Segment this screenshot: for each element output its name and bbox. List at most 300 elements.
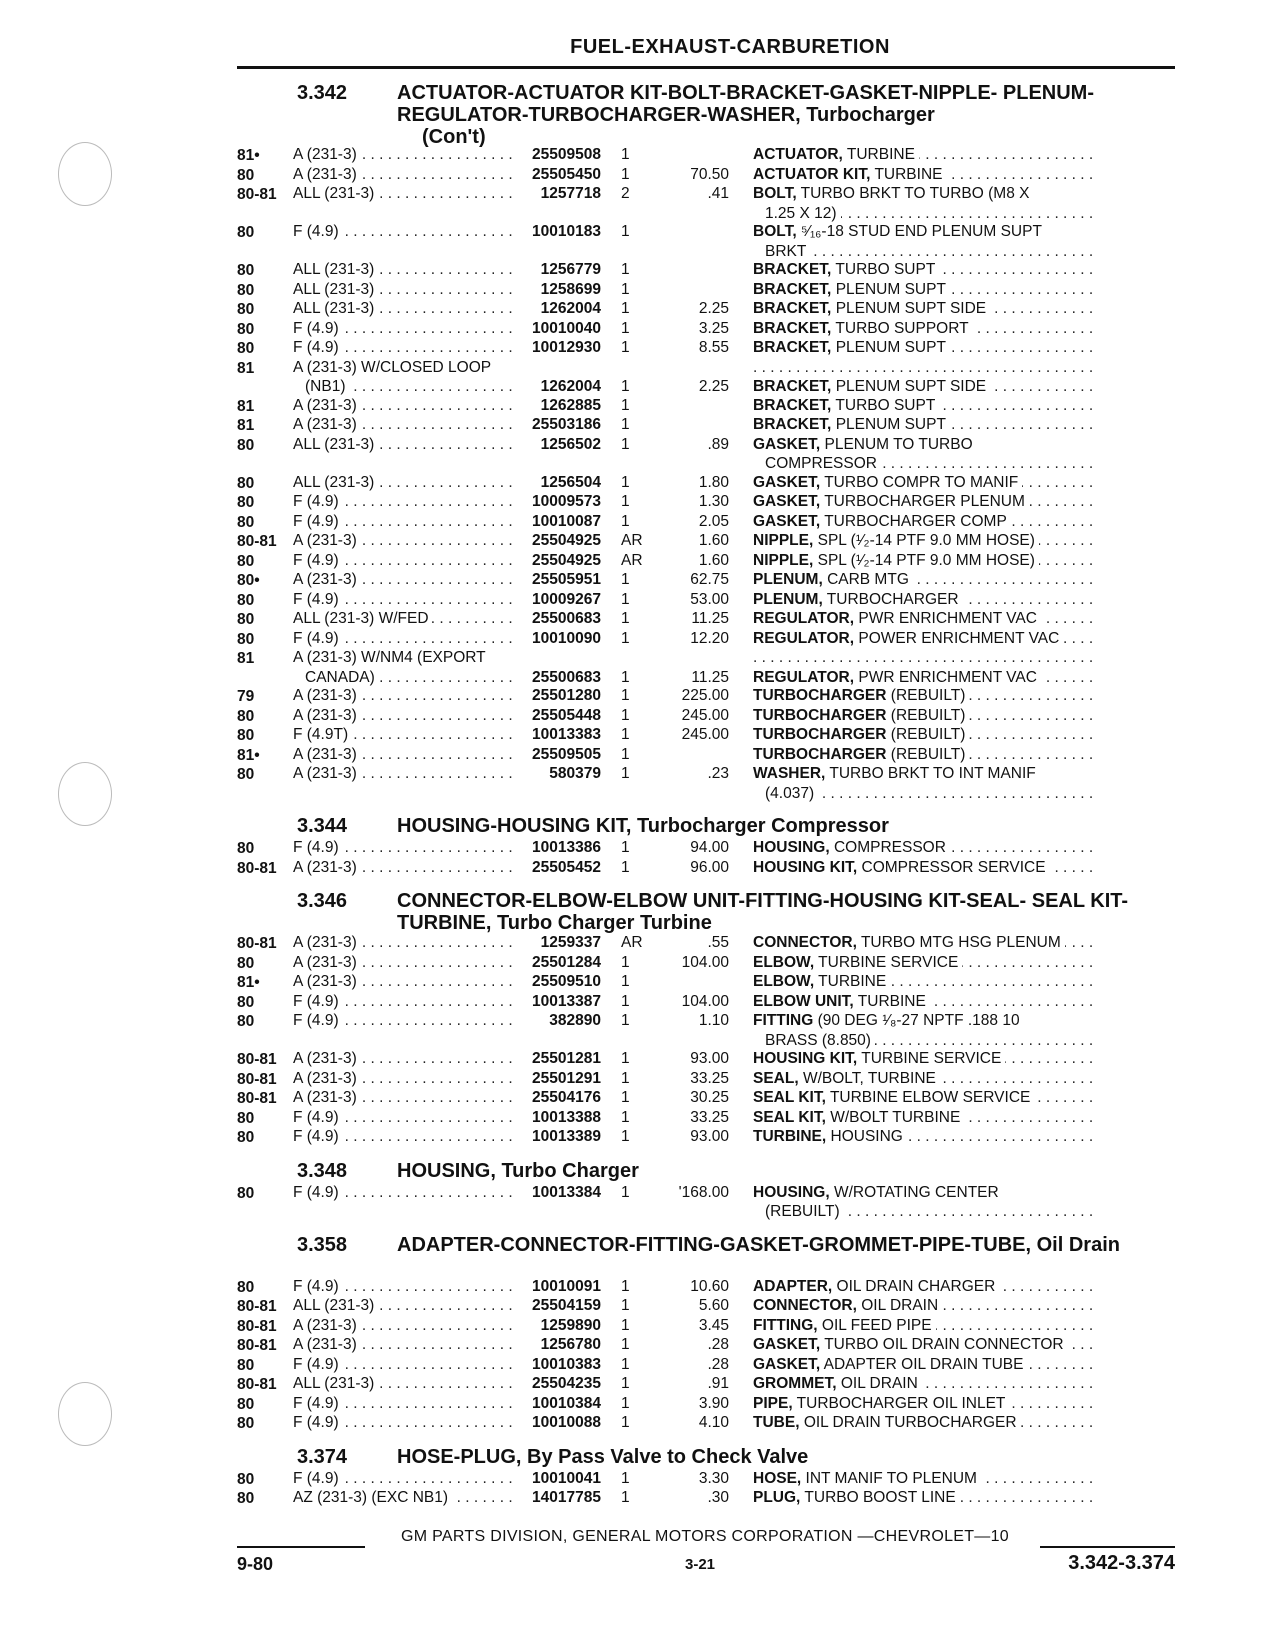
year-cell: 80 <box>237 224 255 241</box>
model-cell <box>293 378 513 397</box>
year-cell: 80-81 <box>237 1298 277 1315</box>
section-header <box>297 78 1175 146</box>
part-number-cell: 10010090 <box>532 629 601 647</box>
quantity-cell: 1 <box>621 1489 630 1506</box>
model-cell <box>293 320 513 340</box>
description-cell <box>753 954 1097 974</box>
description-cell <box>753 1089 1097 1109</box>
year-cell: 81• <box>237 746 260 764</box>
quantity-cell: 1 <box>621 146 630 163</box>
quantity-cell: AR <box>621 551 643 569</box>
quantity-cell: 1 <box>621 1089 630 1106</box>
description-cell <box>753 859 1097 879</box>
description-noun: ACTUATOR KIT, <box>753 165 871 183</box>
part-number-cell: 10010384 <box>532 1394 601 1412</box>
description-detail: TURBO MTG HSG PLENUM <box>860 934 1061 951</box>
part-number-cell <box>513 1032 601 1051</box>
part-number-cell: 10013388 <box>532 1108 601 1126</box>
year-cell <box>237 785 293 804</box>
quantity-cell: 1 <box>621 378 630 395</box>
part-number-cell: 25509505 <box>532 745 601 763</box>
parts-entry <box>237 1395 1175 1415</box>
footer-publisher: GM PARTS DIVISION, GENERAL MOTORS CORPORATION —CHEVROLET—10 <box>400 1528 1010 1545</box>
parts-entry <box>237 493 1175 513</box>
part-number-cell: 1256779 <box>540 261 601 278</box>
model-cell <box>293 669 513 688</box>
description-cell <box>753 339 1097 359</box>
quantity-cell: 1 <box>621 571 630 588</box>
section-header <box>297 1442 1175 1470</box>
model-cell <box>293 146 513 166</box>
description-detail: PLENUM TO TURBO <box>824 435 973 453</box>
quantity-cell: 1 <box>621 687 630 704</box>
model-cell <box>293 1297 513 1317</box>
description-detail: TURBINE SERVICE <box>861 1050 1002 1067</box>
part-number-cell <box>513 785 601 804</box>
table-row-continued <box>237 378 1175 397</box>
description-detail: W/ROTATING CENTER <box>833 1183 999 1201</box>
description-cell <box>753 1050 1097 1070</box>
parts-entry <box>237 1012 1175 1050</box>
price-cell: 11.25 <box>691 668 729 686</box>
description-cell <box>753 1012 1097 1032</box>
description-text <box>753 954 962 971</box>
price-cell: 1.80 <box>698 473 729 491</box>
year-cell: 80 <box>237 1395 255 1413</box>
model-text: A (231-3) <box>293 765 360 782</box>
price-cell <box>669 205 753 224</box>
section-header <box>297 1156 1175 1184</box>
year-cell: 80-81 <box>237 859 277 877</box>
description-noun: PIPE, <box>753 1394 793 1412</box>
parts-entry <box>237 1336 1175 1356</box>
description-noun: PLENUM, <box>753 590 823 608</box>
parts-entry <box>237 1128 1175 1148</box>
model-text: F (4.9) <box>293 993 342 1010</box>
price-cell: 53.00 <box>690 590 729 608</box>
price-cell: 10.60 <box>690 1277 729 1295</box>
part-number-cell: 25501291 <box>532 1069 601 1087</box>
section-number: 3.346 <box>297 890 348 912</box>
quantity-cell <box>601 1032 669 1051</box>
model-cell <box>293 397 513 417</box>
description-text <box>753 339 950 356</box>
model-text: ALL (231-3) <box>293 1297 377 1314</box>
quantity-cell: AR <box>621 532 643 549</box>
part-number-cell: 10010183 <box>532 223 601 240</box>
part-number-cell: 25509508 <box>532 146 601 163</box>
description-cell <box>753 649 1097 669</box>
model-cell <box>293 726 513 746</box>
table-row <box>237 746 1175 766</box>
model-text: F (4.9T) <box>293 726 351 743</box>
model-cell <box>293 973 513 993</box>
description-detail: TURBO SUPT <box>835 261 936 278</box>
part-number-cell: 1259337 <box>540 934 601 951</box>
description-detail: OIL DRAIN <box>840 1375 918 1392</box>
part-number-cell: 1258699 <box>540 280 601 298</box>
description-cell <box>753 1032 1097 1051</box>
description-noun: ADAPTER, <box>753 1277 833 1295</box>
table-row <box>237 707 1175 727</box>
quantity-cell: 1 <box>621 992 630 1010</box>
description-noun: BRACKET, <box>753 339 832 356</box>
description-text <box>753 166 946 183</box>
price-cell: .30 <box>707 1489 729 1506</box>
description-text <box>753 532 1039 549</box>
description-noun: FITTING, <box>753 1316 818 1334</box>
part-number-cell: 10013389 <box>532 1128 601 1145</box>
description-cell <box>753 513 1097 533</box>
description-text <box>753 1356 1027 1373</box>
part-number-cell: 25500683 <box>532 668 601 686</box>
table-row <box>237 649 1175 669</box>
description-cell <box>753 973 1097 993</box>
parts-entry <box>237 649 1175 687</box>
model-cell <box>293 1203 513 1222</box>
quantity-cell: 1 <box>621 629 630 647</box>
model-text: ALL (231-3) W/FED <box>293 610 432 627</box>
price-cell: 8.55 <box>698 339 729 356</box>
quantity-cell: 1 <box>621 416 630 433</box>
year-cell: 80 <box>237 281 255 299</box>
quantity-cell: 1 <box>621 1414 630 1431</box>
year-cell: 80-81 <box>237 1090 277 1107</box>
model-cell <box>293 765 513 785</box>
year-cell <box>237 205 293 224</box>
year-cell: 80-81 <box>237 1337 277 1354</box>
quantity-cell <box>601 455 669 474</box>
quantity-cell: 1 <box>621 300 630 317</box>
description-detail: COMPRESSOR <box>833 839 946 856</box>
description-cell <box>753 436 1097 456</box>
price-cell: 3.45 <box>698 1316 729 1334</box>
description-cell <box>753 669 1097 688</box>
description-continued: 1.25 X 12) <box>753 205 841 222</box>
table-row <box>237 687 1175 707</box>
table-row <box>237 1470 1175 1490</box>
year-cell <box>237 1032 293 1051</box>
punch-hole <box>58 142 112 206</box>
section-title <box>397 890 1165 934</box>
description-noun: HOUSING KIT, <box>753 1050 858 1067</box>
part-number-cell <box>513 1203 601 1222</box>
model-cell <box>293 1489 513 1509</box>
quantity-cell: 1 <box>621 726 630 743</box>
description-detail: (REBUILT) <box>890 726 966 743</box>
model-text-continued: (NB1) <box>293 378 348 395</box>
description-cell <box>753 591 1097 611</box>
description-text <box>753 185 1033 202</box>
parts-entry <box>237 1050 1175 1070</box>
year-cell: 80 <box>237 552 255 570</box>
model-cell <box>293 610 513 630</box>
footer-page-number: 3-21 <box>684 1556 716 1573</box>
description-detail: (REBUILT) <box>890 745 966 763</box>
price-cell: 1.10 <box>698 1012 729 1029</box>
description-detail: TURBO BRKT TO TURBO (M8 X <box>800 185 1030 202</box>
catalog-section <box>237 1230 1175 1434</box>
model-text: A (231-3) <box>293 1050 360 1067</box>
model-text: F (4.9) <box>293 493 342 510</box>
description-cell <box>753 1109 1097 1129</box>
catalog-section <box>237 886 1175 1148</box>
description-cell <box>753 726 1097 746</box>
quantity-cell: 1 <box>621 512 630 530</box>
year-cell: 80-81 <box>237 935 277 952</box>
price-cell <box>669 455 753 474</box>
parts-entry <box>237 630 1175 650</box>
table-row-continued <box>237 669 1175 688</box>
description-detail: TURBINE <box>874 165 943 183</box>
part-number-cell <box>513 243 601 262</box>
description-noun: GROMMET, <box>753 1375 837 1392</box>
parts-entry <box>237 359 1175 397</box>
description-noun: BRACKET, <box>753 319 832 337</box>
model-text: A (231-3) W/CLOSED LOOP <box>293 359 494 376</box>
description-text <box>753 1336 1068 1353</box>
table-row <box>237 185 1175 205</box>
parts-entry <box>237 1375 1175 1395</box>
part-number-cell: 25500683 <box>532 610 601 627</box>
model-text: ALL (231-3) <box>293 300 377 317</box>
description-text <box>753 1109 964 1126</box>
quantity-cell: AR <box>621 934 643 951</box>
model-cell <box>293 436 513 456</box>
part-number-cell: 10009267 <box>532 590 601 608</box>
quantity-cell: 1 <box>621 319 630 337</box>
model-cell <box>293 1070 513 1090</box>
description-cell <box>753 300 1097 320</box>
table-row <box>237 223 1175 243</box>
quantity-cell: 1 <box>621 165 630 183</box>
description-detail: TURBO BOOST LINE <box>804 1489 956 1506</box>
year-cell: 81• <box>237 974 260 991</box>
model-text: A (231-3) <box>293 859 360 876</box>
description-noun: GASKET, <box>753 493 821 510</box>
year-cell: 80 <box>237 340 255 357</box>
model-cell <box>293 591 513 611</box>
section-number: 3.348 <box>297 1159 348 1182</box>
description-detail: OIL DRAIN CHARGER <box>836 1277 996 1295</box>
year-cell <box>237 669 293 688</box>
description-detail: CARB MTG <box>827 571 909 588</box>
description-noun: HOUSING, <box>753 1183 830 1201</box>
part-number-cell: 25504235 <box>532 1375 601 1392</box>
description-noun: TURBINE, <box>753 1128 827 1145</box>
table-row <box>237 993 1175 1013</box>
description-detail: TURBINE <box>846 146 915 163</box>
description-detail: COMPRESSOR SERVICE <box>861 858 1046 876</box>
table-row <box>237 474 1175 494</box>
model-cell <box>293 1356 513 1376</box>
part-number-cell: 10010041 <box>532 1469 601 1487</box>
table-row <box>237 1317 1175 1337</box>
model-text: F (4.9) <box>293 839 342 856</box>
year-cell: 80 <box>237 436 255 454</box>
description-text <box>753 513 1011 530</box>
description-noun: BRACKET, <box>753 300 832 317</box>
table-row <box>237 1297 1175 1317</box>
description-noun: HOUSING KIT, <box>753 858 858 876</box>
part-number-cell: 10013383 <box>532 726 601 743</box>
description-cell <box>753 1278 1097 1298</box>
table-row <box>237 397 1175 417</box>
table-row <box>237 591 1175 611</box>
year-cell <box>237 455 293 474</box>
model-text: F (4.9) <box>293 1012 342 1029</box>
year-cell: 80 <box>237 630 255 648</box>
footer-rule-left <box>237 1546 365 1548</box>
part-number-cell: 25504925 <box>532 551 601 569</box>
parts-entry <box>237 934 1175 954</box>
description-noun: GASKET, <box>753 1336 821 1353</box>
price-cell: 93.00 <box>690 1128 729 1145</box>
model-cell <box>293 243 513 262</box>
section-title-text: HOSE-PLUG, By Pass Valve to Check Valve <box>397 1445 809 1468</box>
quantity-cell: 1 <box>621 1050 630 1067</box>
quantity-cell: 1 <box>621 1183 630 1201</box>
description-cell <box>753 707 1097 727</box>
quantity-cell: 1 <box>621 1108 630 1126</box>
footer-rule-right <box>1040 1546 1175 1548</box>
year-cell: 80 <box>237 1129 255 1146</box>
model-cell <box>293 934 513 954</box>
parts-entry <box>237 261 1175 281</box>
price-cell <box>669 416 753 436</box>
parts-entry <box>237 1297 1175 1317</box>
description-detail: OIL DRAIN TURBOCHARGER <box>803 1414 1017 1431</box>
model-cell <box>293 687 513 707</box>
description-cell <box>753 765 1097 785</box>
section-number: 3.342 <box>297 82 348 104</box>
parts-entry <box>237 571 1175 591</box>
quantity-cell: 1 <box>621 610 630 627</box>
footer-section-range: 3.342-3.374 <box>1068 1552 1175 1574</box>
description-detail: TURBO OIL DRAIN CONNECTOR <box>824 1336 1064 1353</box>
description-cell <box>753 378 1097 397</box>
quantity-cell <box>601 785 669 804</box>
description-text <box>753 552 1039 569</box>
year-cell: 80 <box>237 474 255 492</box>
year-cell: 80 <box>237 1109 255 1127</box>
catalog-section <box>237 78 1175 803</box>
model-text-continued: CANADA) <box>293 669 378 686</box>
price-cell: 70.50 <box>690 165 729 183</box>
description-noun: GASKET, <box>753 512 821 530</box>
year-cell: 80 <box>237 320 255 338</box>
year-cell: 80 <box>237 1470 255 1488</box>
description-detail: PWR ENRICHMENT VAC <box>858 610 1037 627</box>
model-cell <box>293 1050 513 1070</box>
section-title-text: CONNECTOR-ELBOW-ELBOW UNIT-FITTING-HOUSING KIT-SEAL- SEAL KIT-TURBINE, Turbo Charger Turbine <box>397 890 1129 934</box>
description-cell <box>753 839 1097 859</box>
model-text: ALL (231-3) <box>293 185 377 202</box>
price-cell <box>669 746 753 766</box>
parts-entry <box>237 339 1175 359</box>
description-text <box>753 591 963 608</box>
quantity-cell: 1 <box>621 839 630 856</box>
year-cell: 81 <box>237 397 255 415</box>
quantity-cell: 1 <box>621 1012 630 1029</box>
description-detail: PLENUM SUPT <box>835 416 946 433</box>
year-cell: 80-81 <box>237 533 277 550</box>
part-number-cell: 1256780 <box>540 1336 601 1353</box>
parts-entry <box>237 839 1175 859</box>
year-cell: 81• <box>237 147 260 164</box>
model-cell <box>293 281 513 301</box>
parts-entry <box>237 513 1175 533</box>
model-text: AZ (231-3) (EXC NB1) <box>293 1489 451 1506</box>
price-cell: .23 <box>707 765 729 782</box>
table-row <box>237 934 1175 954</box>
description-detail: TURBO SUPT <box>835 396 936 414</box>
table-row <box>237 166 1175 186</box>
parts-entry <box>237 746 1175 766</box>
description-detail: TURBO COMPR TO MANIF <box>824 473 1019 491</box>
description-cell <box>753 1489 1097 1509</box>
description-text <box>753 1375 922 1392</box>
description-cell <box>753 1317 1097 1337</box>
model-cell <box>293 707 513 727</box>
description-text <box>753 1414 1021 1431</box>
parts-entry <box>237 1278 1175 1298</box>
quantity-cell: 1 <box>621 765 630 782</box>
description-detail: W/BOLT, TURBINE <box>802 1069 936 1087</box>
description-noun: ELBOW, <box>753 953 815 971</box>
table-row <box>237 973 1175 993</box>
year-cell <box>237 378 293 397</box>
description-noun: NIPPLE, <box>753 551 814 569</box>
description-noun: ACTUATOR, <box>753 146 843 163</box>
description-noun: BOLT, <box>753 185 797 202</box>
parts-entry <box>237 1356 1175 1376</box>
description-text <box>753 1050 1005 1067</box>
parts-entry <box>237 552 1175 572</box>
price-cell: 96.00 <box>690 858 729 876</box>
model-text: F (4.9) <box>293 1470 342 1487</box>
section-header <box>297 886 1175 934</box>
model-text: F (4.9) <box>293 1414 342 1431</box>
part-number-cell <box>513 455 601 474</box>
quantity-cell: 1 <box>621 858 630 876</box>
part-number-cell: 25501280 <box>532 687 601 704</box>
description-text <box>753 1395 1009 1412</box>
price-cell: 93.00 <box>690 1050 729 1067</box>
description-noun: TURBOCHARGER <box>753 726 887 743</box>
price-cell: 94.00 <box>690 839 729 856</box>
part-number-cell: 1262004 <box>540 300 601 317</box>
description-text <box>753 1317 936 1334</box>
year-cell: 80 <box>237 301 255 318</box>
table-row <box>237 513 1175 533</box>
part-number-cell: 1257718 <box>540 185 601 202</box>
description-noun: BRACKET, <box>753 378 832 395</box>
table-row <box>237 1356 1175 1376</box>
description-text <box>753 630 1063 647</box>
year-cell: 80 <box>237 611 255 628</box>
price-cell: 245.00 <box>681 706 729 724</box>
model-cell <box>293 1375 513 1395</box>
description-detail: HOUSING <box>830 1128 903 1145</box>
model-text: A (231-3) <box>293 166 360 183</box>
table-row <box>237 359 1175 379</box>
quantity-cell: 1 <box>621 953 630 971</box>
price-cell: 225.00 <box>681 687 729 704</box>
table-row-continued <box>237 1032 1175 1051</box>
description-text <box>753 300 990 317</box>
model-cell <box>293 1089 513 1109</box>
